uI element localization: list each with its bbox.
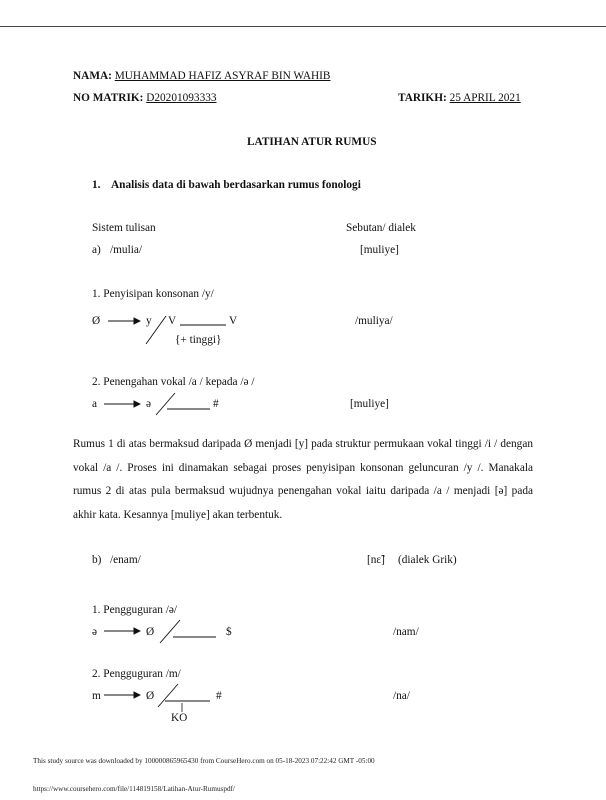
part-b-rule1-notation [104, 620, 216, 643]
part-b-rule2-result: /na/ [393, 690, 410, 702]
part-a-rule1-env-left: V [168, 315, 177, 327]
part-a-rule1-result: /muliya/ [355, 315, 393, 327]
part-a-rule2-notation [104, 393, 210, 415]
part-b-rule1-result: /nam/ [393, 626, 419, 638]
part-b-rule1-input: ə [92, 626, 98, 638]
part-b-rule2-boundary: # [216, 690, 222, 702]
part-b-pron: [nɛ̃] [367, 554, 385, 566]
column-left-heading: Sistem tulisan [92, 222, 156, 234]
source-url[interactable]: https://www.coursehero.com/file/114819158/Latihan-Atur-Rumuspdf/ [33, 785, 235, 793]
part-a-rule1-input: Ø [92, 315, 101, 327]
tarikh-value: 25 APRIL 2021 [449, 92, 521, 104]
part-a-pron: [muliye] [360, 244, 399, 256]
nama-value: MUHAMMAD HAFIZ ASYRAF BIN WAHIB [114, 70, 331, 82]
part-a-rule1-feature: {+ tinggi} [175, 334, 222, 346]
part-a-rule2-result: [muliye] [350, 398, 389, 410]
part-a-rule1-title: 1. Penyisipan konsonan /y/ [92, 288, 214, 300]
matrik-label: NO MATRIK: [73, 92, 144, 104]
part-b-rule2-title: 2. Pengguguran /m/ [92, 668, 181, 680]
part-b-rule2-input: m [92, 690, 101, 702]
part-b-rule2-feature: KO [171, 712, 188, 724]
source-note: This study source was downloaded by 100000865965430 from CourseHero.com on 05-18-2023 07:22:42 GMT -05:00 [33, 757, 375, 765]
part-b-rule1-output: Ø [146, 626, 155, 638]
part-a-rule2-input: a [92, 398, 98, 410]
part-a-word: /mulia/ [110, 244, 143, 256]
tarikh-label: TARIKH: [398, 92, 447, 104]
question-number: 1. [92, 179, 101, 191]
part-b-rule1-title: 1. Pengguguran /ə/ [92, 604, 178, 616]
explanation-paragraph: Rumus 1 di atas bermaksud daripada Ø menjadi [y] pada struktur permukaan vokal tinggi /i / dengan vokal /a /. Proses ini dinamakan sebagai proses penyisipan konsonan geluncuran /y /. Manakala rumus 2 di atas pula bermaksud wujudnya penengahan vokal iaitu daripada /a / menjadi [ə] pada akhir kata. Kesannya [muliye] akan terbentuk. [73, 438, 533, 521]
part-b-rule2-output: Ø [146, 690, 155, 702]
nama-label: NAMA: [73, 70, 112, 82]
slash-icon [146, 316, 166, 344]
part-b-word: /enam/ [110, 554, 141, 566]
question-text: Analisis data di bawah berdasarkan rumus fonologi [111, 179, 361, 191]
part-a-rule1-output: y [146, 315, 152, 327]
page-title: LATIHAN ATUR RUMUS [247, 136, 377, 148]
part-a-rule1-env-right: V [229, 315, 238, 327]
part-a-label: a) [92, 244, 101, 256]
part-a-rule2-boundary: # [213, 398, 219, 410]
matrik-value: D20201093333 [146, 92, 217, 104]
column-right-heading: Sebutan/ dialek [346, 222, 416, 234]
part-b-dialect: (dialek Grik) [398, 554, 457, 566]
slash-icon [158, 684, 178, 707]
part-a-rule2-output: ə [146, 398, 152, 410]
part-a-rule1-notation [108, 316, 226, 344]
part-b-label: b) [92, 554, 102, 566]
part-b-rule1-boundary: $ [226, 626, 232, 638]
part-a-rule2-title: 2. Penengahan vokal /a / kepada /ə / [92, 376, 255, 388]
slash-icon [156, 393, 175, 415]
slash-icon [160, 620, 180, 643]
part-b-rule2-notation [104, 684, 210, 712]
